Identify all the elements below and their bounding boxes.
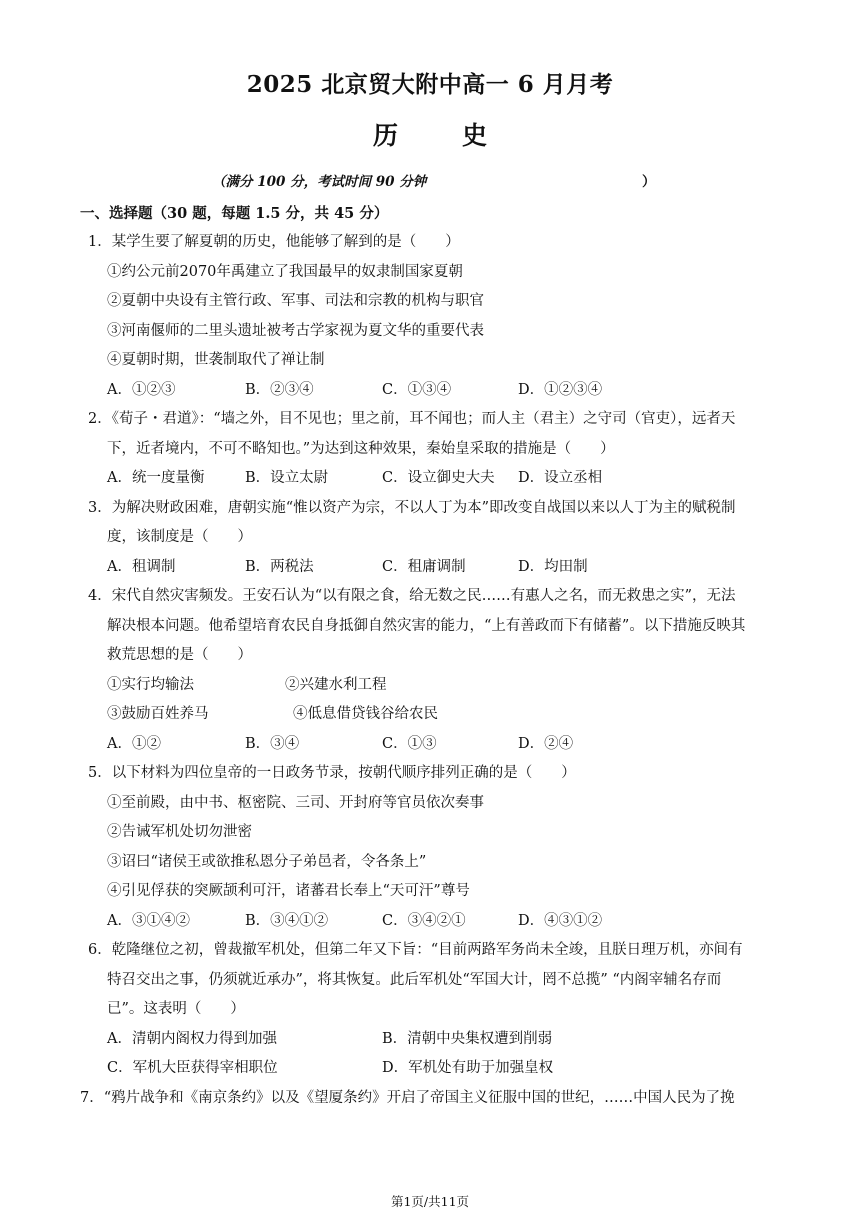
question-4-stem-line-2: 解决根本问题。他希望培育农民自身抵御自然灾害的能力，“上有善政而下有储蓄”。以下措施反映其 bbox=[107, 618, 746, 634]
option-c: C．军机大臣获得宰相职位 bbox=[107, 1060, 278, 1076]
question-6-stem-line-2: 特召交出之事，仍须就近承办”，将其恢复。此后军机处“军国大计，罔不总揽” “内阁宰辅名存而 bbox=[107, 972, 722, 988]
option-c: C．①③ bbox=[382, 736, 437, 752]
question-4-item-4: ④低息借贷钱谷给农民 bbox=[293, 706, 438, 722]
question-1-item-1: ①约公元前2070年禹建立了我国最早的奴隶制国家夏朝 bbox=[107, 264, 463, 280]
option-b: B．清朝中央集权遭到削弱 bbox=[382, 1031, 553, 1047]
exam-title: 2025 北京贸大附中高一 6 月月考 bbox=[246, 71, 614, 98]
option-b: B．③④①② bbox=[245, 913, 329, 929]
question-1-item-3: ③河南偃师的二里头遗址被考古学家视为夏文华的重要代表 bbox=[107, 323, 484, 339]
score-info bbox=[212, 170, 656, 190]
option-d: D．均田制 bbox=[518, 559, 588, 575]
option-b: B．设立太尉 bbox=[245, 470, 329, 486]
question-6-stem-line-1: 6．乾隆继位之初，曾裁撤军机处，但第二年又下旨：“目前两路军务尚未全竣，且朕日理万机，亦间有 bbox=[88, 942, 743, 958]
question-2-stem-line-1: 2．《荀子・君道》：“墙之外，目不见也；里之前，耳不闻也；而人主（君主）之守司（官吏），远者天 bbox=[88, 411, 736, 427]
question-4-item-1: ①实行均输法 bbox=[107, 677, 194, 693]
question-4-item-3: ③鼓励百姓养马 bbox=[107, 706, 209, 722]
option-a: A．③①④② bbox=[107, 913, 190, 929]
question-1-item-2: ②夏朝中央设有主管行政、军事、司法和宗教的机构与职官 bbox=[107, 293, 484, 309]
option-c: C．③④②① bbox=[382, 913, 466, 929]
question-5-stem: 5．以下材料为四位皇帝的一日政务节录，按朝代顺序排列正确的是（ ） bbox=[88, 765, 576, 781]
question-3-stem-line-1: 3．为解决财政困难，唐朝实施“惟以资产为宗，不以人丁为本”即改变自战国以来以人丁为主的赋税制 bbox=[88, 500, 736, 516]
option-d: D．④③①② bbox=[518, 913, 603, 929]
score-info-close: ） bbox=[642, 174, 656, 190]
option-c: C．租庸调制 bbox=[382, 559, 466, 575]
option-d: D．军机处有助于加强皇权 bbox=[382, 1060, 554, 1076]
option-b: B．两税法 bbox=[245, 559, 314, 575]
option-a: A．①② bbox=[107, 736, 161, 752]
question-3-stem-line-2: 度，该制度是（ ） bbox=[107, 529, 252, 545]
option-b: B．③④ bbox=[245, 736, 300, 752]
question-2-stem-line-2: 下，近者境内，不可不略知也。”为达到这种效果，秦始皇采取的措施是（ ） bbox=[107, 441, 615, 457]
option-a: A．清朝内阁权力得到加强 bbox=[107, 1031, 277, 1047]
question-5-item-4: ④引见俘获的突厥颉利可汗，诸蕃君长奉上“天可汗”尊号 bbox=[107, 883, 470, 899]
score-info-text: （满分 100 分，考试时间 90 分钟 bbox=[212, 174, 427, 190]
option-d: D．②④ bbox=[518, 736, 574, 752]
question-4-stem-line-3: 救荒思想的是（ ） bbox=[107, 647, 252, 663]
subject-title: 历史 bbox=[372, 121, 551, 150]
question-7-stem-line-1: 7．“鸦片战争和《南京条约》以及《望厦条约》开启了帝国主义征服中国的世纪，……中国人民为了挽 bbox=[80, 1090, 735, 1106]
question-4-stem-line-1: 4．宋代自然灾害频发。王安石认为“以有限之食，给无数之民……有惠人之名，而无救患之实”，无法 bbox=[88, 588, 736, 604]
question-5-item-2: ②告诫军机处切勿泄密 bbox=[107, 824, 252, 840]
question-4-item-2: ②兴建水利工程 bbox=[285, 677, 387, 693]
option-a: A．①②③ bbox=[107, 382, 176, 398]
option-c: C．①③④ bbox=[382, 382, 452, 398]
option-a: A．租调制 bbox=[107, 559, 176, 575]
question-5-item-1: ①至前殿，由中书、枢密院、三司、开封府等官员依次奏事 bbox=[107, 795, 484, 811]
option-b: B．②③④ bbox=[245, 382, 314, 398]
question-1-item-4: ④夏朝时期，世袭制取代了禅让制 bbox=[107, 352, 325, 368]
question-5-item-3: ③诏曰“诸侯王或欲推私恩分子弟邑者，令各条上” bbox=[107, 854, 427, 870]
option-d: D．设立丞相 bbox=[518, 470, 603, 486]
question-1-stem: 1．某学生要了解夏朝的历史，他能够了解到的是（ ） bbox=[88, 234, 460, 250]
question-6-stem-line-3: 已”。这表明（ ） bbox=[107, 1001, 245, 1017]
option-c: C．设立御史大夫 bbox=[382, 470, 495, 486]
option-a: A．统一度量衡 bbox=[107, 470, 205, 486]
section-heading: 一、选择题（30 题，每题 1.5 分，共 45 分） bbox=[80, 205, 389, 222]
option-d: D．①②③④ bbox=[518, 382, 603, 398]
page-footer: 第1页/共11页 bbox=[390, 1194, 470, 1209]
